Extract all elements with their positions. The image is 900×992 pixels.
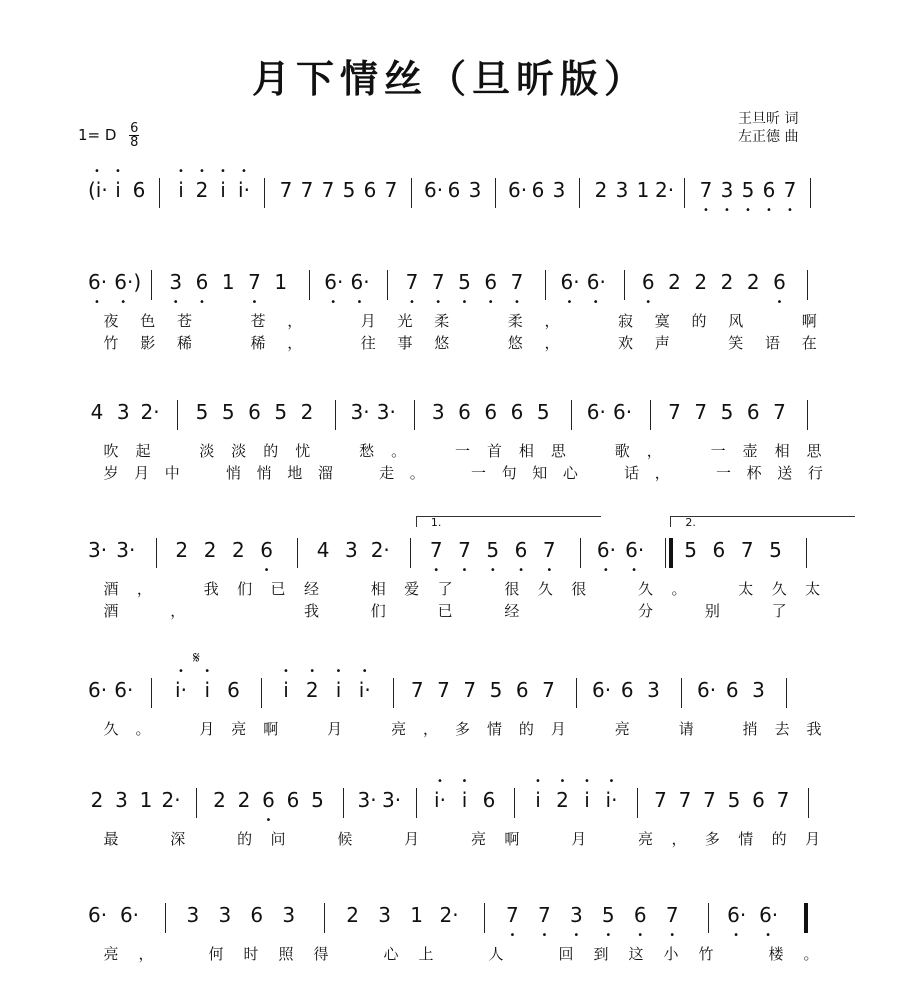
note: 6 bbox=[286, 788, 300, 812]
note: 7 • bbox=[506, 903, 519, 941]
note: 7 • bbox=[458, 538, 471, 576]
barline bbox=[807, 400, 808, 430]
note: 6 bbox=[250, 903, 264, 927]
time-sig-top: 6 bbox=[130, 121, 139, 136]
note: 7 • bbox=[699, 178, 713, 216]
note: 2 bbox=[746, 270, 760, 294]
note: 5 bbox=[274, 400, 288, 424]
note: 6· • bbox=[586, 270, 606, 308]
barline bbox=[571, 400, 572, 430]
note: 2 bbox=[668, 270, 681, 294]
barline bbox=[165, 903, 166, 933]
note: 7 bbox=[654, 788, 667, 812]
note: 5 bbox=[727, 788, 741, 812]
note: 6 bbox=[531, 178, 545, 202]
note: 7 • bbox=[538, 903, 551, 941]
barline bbox=[807, 270, 808, 300]
barline bbox=[708, 903, 709, 933]
note: • i bbox=[214, 178, 232, 202]
note: 2 bbox=[694, 270, 708, 294]
note: 6· bbox=[592, 678, 612, 702]
barline bbox=[416, 788, 417, 818]
note: 6· bbox=[424, 178, 444, 202]
song-title: 月下情丝（旦昕版） bbox=[251, 56, 648, 101]
note: 6 • bbox=[260, 538, 273, 576]
note: 7 bbox=[773, 400, 786, 424]
note: 6 bbox=[746, 400, 760, 424]
note: 4 bbox=[316, 538, 330, 562]
key-label: 1= D bbox=[78, 126, 117, 144]
note: 7 bbox=[740, 538, 754, 562]
note: 3 bbox=[218, 903, 232, 927]
note: 7 bbox=[384, 178, 398, 202]
note: 2 bbox=[213, 788, 226, 812]
note: 6 bbox=[725, 678, 739, 702]
note: 6· • bbox=[759, 903, 779, 941]
time-sig-bottom: 8 bbox=[130, 135, 139, 150]
note: 3 • bbox=[569, 903, 583, 941]
note: • 2 bbox=[554, 788, 572, 812]
notes-line bbox=[88, 262, 828, 308]
score-row: 6· 6· 𝄋 • i· • i 6 • i • 2 • i • i· 7 7 7 5 6 7 6· 6 3 6· 6 3 久 。 月 亮 啊 月 亮 ， 多 情 的 月 亮 请 捎 去 我 bbox=[88, 670, 828, 740]
note: 3 bbox=[282, 903, 296, 927]
note: 5 bbox=[221, 400, 235, 424]
note: 3 bbox=[647, 678, 660, 702]
note: 5 bbox=[684, 538, 697, 562]
note: 6· bbox=[613, 400, 633, 424]
note: 3· bbox=[88, 538, 108, 562]
note: 3 bbox=[615, 178, 629, 202]
barline bbox=[297, 538, 298, 568]
barline bbox=[387, 270, 388, 300]
note: 6 bbox=[752, 788, 765, 812]
lyricist: 王旦昕 词 bbox=[738, 111, 799, 127]
note: 6 bbox=[510, 400, 524, 424]
note: 5 • bbox=[741, 178, 755, 216]
note: 7 • bbox=[405, 270, 419, 308]
note: 3 bbox=[552, 178, 566, 202]
notes-line bbox=[88, 392, 828, 432]
note: 6 bbox=[447, 178, 461, 202]
note: 7 • bbox=[429, 538, 443, 576]
note: 2· bbox=[140, 400, 160, 424]
note: 7 bbox=[300, 178, 314, 202]
barline bbox=[579, 178, 580, 208]
note: 5 bbox=[342, 178, 356, 202]
note: 6· • bbox=[727, 903, 747, 941]
barline bbox=[324, 903, 325, 933]
barline bbox=[665, 538, 666, 568]
note: 1 bbox=[139, 788, 153, 812]
note: 6· bbox=[114, 678, 134, 702]
note: 5 bbox=[536, 400, 550, 424]
note: 7 • bbox=[248, 270, 261, 308]
note: 7 bbox=[776, 788, 790, 812]
note: 5 bbox=[720, 400, 734, 424]
note: 4 bbox=[90, 400, 104, 424]
note: 6 • bbox=[195, 270, 209, 308]
note: 1 bbox=[274, 270, 288, 294]
barline bbox=[637, 788, 638, 818]
segno-icon: 𝄋 bbox=[193, 648, 200, 667]
note: 6· • bbox=[88, 270, 108, 308]
note: 6 bbox=[363, 178, 377, 202]
note: 3 bbox=[115, 788, 128, 812]
note: 2 bbox=[237, 788, 251, 812]
note: 6 bbox=[248, 400, 261, 424]
note: 6· • bbox=[625, 538, 645, 576]
note: 5 • bbox=[458, 270, 471, 308]
note: 2 bbox=[594, 178, 608, 202]
note: 6 • bbox=[773, 270, 786, 308]
note: 2 bbox=[90, 788, 104, 812]
note: • i bbox=[529, 788, 547, 812]
note: 7 bbox=[694, 400, 708, 424]
note: 6·) • bbox=[114, 270, 142, 308]
barline bbox=[335, 400, 336, 430]
barline bbox=[650, 400, 651, 430]
note: 5 bbox=[311, 788, 324, 812]
note: • 2 bbox=[193, 178, 211, 202]
notes-line bbox=[88, 780, 828, 826]
credits bbox=[738, 110, 798, 146]
note: 3 bbox=[378, 903, 391, 927]
barline bbox=[684, 178, 685, 208]
barline bbox=[681, 678, 682, 708]
barline bbox=[309, 270, 310, 300]
barline bbox=[576, 678, 577, 708]
note: 7 • bbox=[510, 270, 524, 308]
note: 6 bbox=[515, 678, 529, 702]
note: 3 bbox=[431, 400, 445, 424]
note: • i bbox=[330, 678, 348, 702]
barline bbox=[151, 270, 152, 300]
note: 2 bbox=[720, 270, 734, 294]
note: 7 bbox=[321, 178, 335, 202]
note: 6 • bbox=[633, 903, 647, 941]
note: 6· bbox=[88, 678, 108, 702]
barline bbox=[177, 400, 178, 430]
note: 6· • bbox=[350, 270, 370, 308]
note: 3· bbox=[350, 400, 370, 424]
note: 7 bbox=[542, 678, 555, 702]
note: 7 bbox=[668, 400, 681, 424]
barline bbox=[545, 270, 546, 300]
note: 5 bbox=[489, 678, 503, 702]
note: 7 • bbox=[431, 270, 445, 308]
note: 6· • bbox=[324, 270, 344, 308]
composer: 左正德 曲 bbox=[738, 129, 799, 145]
barline bbox=[411, 178, 412, 208]
note: 6 bbox=[227, 678, 240, 702]
note: 1 bbox=[636, 178, 650, 202]
note: 6· bbox=[586, 400, 606, 424]
score-row bbox=[88, 170, 828, 240]
note: 3 bbox=[752, 678, 765, 702]
note: 6· bbox=[119, 903, 140, 927]
note: 2· bbox=[655, 178, 675, 202]
note: 6 bbox=[132, 178, 146, 202]
note: 3 bbox=[468, 178, 482, 202]
barline bbox=[808, 788, 809, 818]
note: 5 • bbox=[601, 903, 615, 941]
score-row: 3· 3· 2 2 2 6 • 4 3 2· 1. 7 • 7 • 5 • 6 • 7 • 6· • 6· • 2. 5 6 7 5 酒 ， 我 们 已 经 相 爱 了 很 久 很 久 。 太 久 太 酒 ， 我 们 已 经 分 别 了 bbox=[88, 530, 828, 600]
note: 6 • bbox=[641, 270, 655, 308]
barline bbox=[151, 678, 152, 708]
note: 7 • bbox=[542, 538, 556, 576]
notes-line bbox=[88, 895, 828, 941]
note: • i bbox=[172, 178, 190, 202]
note: 1 bbox=[221, 270, 235, 294]
note: • i· bbox=[431, 788, 449, 812]
score-row: 6· • 6·) • 3 • 6 • 1 7 • 1 6· • 6· • 7 • 7 • 5 • 6 • 7 • 6· • 6· • 6 • 2 2 2 2 6 • 夜 色 苍 苍 ， 月 光 柔 柔 ， 寂 寞 的 风 啊 竹 影 稀 稀 ， 往 事 悠 悠 ， 欢 声 笑 语 在 bbox=[88, 262, 828, 332]
note: 2 bbox=[300, 400, 314, 424]
note: 3 bbox=[186, 903, 200, 927]
note: 6 bbox=[482, 788, 496, 812]
barline bbox=[786, 678, 787, 708]
note: 7 bbox=[678, 788, 692, 812]
note: 3 • bbox=[169, 270, 183, 308]
score-row: 6· 6· 3 3 6 3 2 3 1 2· 7 • 7 • 3 • 5 • 6 • 7 • 6· • 6· • 亮 ， 何 时 照 得 心 上 人 回 到 这 小 竹 楼 。 bbox=[88, 895, 828, 965]
barline bbox=[393, 678, 394, 708]
note: 6 • bbox=[762, 178, 776, 216]
note: 6 • bbox=[484, 270, 498, 308]
note: • 2 bbox=[303, 678, 321, 702]
note: 7 bbox=[279, 178, 293, 202]
barline bbox=[264, 178, 265, 208]
barline bbox=[410, 538, 411, 568]
note: • i bbox=[578, 788, 596, 812]
note: 3· bbox=[357, 788, 377, 812]
note: 3 bbox=[345, 538, 358, 562]
score-row: 2 3 1 2· 2 2 6 • 6 5 3· 3· • i· • i 6 • i • 2 • i • i· 7 7 7 5 6 7 最 深 的 问 候 月 亮 啊 月 亮 ， 多 情 的 月 bbox=[88, 780, 828, 850]
note: 6· bbox=[508, 178, 528, 202]
notes-line bbox=[88, 170, 828, 216]
note: 6· bbox=[697, 678, 717, 702]
note: • i· bbox=[356, 678, 374, 702]
note: 6 bbox=[458, 400, 471, 424]
note: 6 bbox=[620, 678, 634, 702]
note: 6 bbox=[712, 538, 726, 562]
note: 6· • bbox=[560, 270, 580, 308]
score-row: 4 3 2· 5 5 6 5 2 3· 3· 3 6 6 6 5 6· 6· 7 7 5 6 7 吹 起 淡 淡 的 忧 愁 。 一 首 相 思 歌 ， 一 壶 相 思 岁 月 中 悄 悄 地 溜 走 。 一 句 知 心 话 ， 一 杯 送 行 bbox=[88, 392, 828, 462]
final-barline bbox=[804, 903, 808, 933]
note: 6 bbox=[484, 400, 498, 424]
note: 3 • bbox=[720, 178, 734, 216]
note: 6 • bbox=[262, 788, 275, 826]
note: 6· bbox=[88, 903, 108, 927]
key-signature bbox=[78, 122, 139, 149]
note: 1 bbox=[410, 903, 423, 927]
barline bbox=[196, 788, 197, 818]
note: 3· bbox=[382, 788, 402, 812]
note: 7 • bbox=[783, 178, 797, 216]
note: 6· • bbox=[596, 538, 616, 576]
note: 5 bbox=[195, 400, 209, 424]
barline bbox=[414, 400, 415, 430]
note: 2 bbox=[346, 903, 359, 927]
note: 3· bbox=[116, 538, 136, 562]
note: • i· bbox=[235, 178, 253, 202]
note: 2· bbox=[439, 903, 459, 927]
note: • i bbox=[456, 788, 474, 812]
note: 5 • bbox=[486, 538, 500, 576]
barline bbox=[580, 538, 581, 568]
note: 7 bbox=[703, 788, 716, 812]
note: 6 • bbox=[514, 538, 528, 576]
note: 2· bbox=[370, 538, 390, 562]
note: 3 bbox=[116, 400, 130, 424]
note: • i bbox=[198, 678, 216, 702]
note: 7 bbox=[437, 678, 450, 702]
note: • i· bbox=[603, 788, 621, 812]
note: 7 bbox=[463, 678, 477, 702]
volta-bracket: 2. bbox=[670, 516, 855, 527]
note: 7 bbox=[410, 678, 424, 702]
note: 7 • bbox=[665, 903, 679, 941]
barline bbox=[624, 270, 625, 300]
barline bbox=[156, 538, 157, 568]
time-signature bbox=[129, 122, 139, 149]
note: • i bbox=[277, 678, 295, 702]
barline bbox=[261, 678, 262, 708]
barline bbox=[495, 178, 496, 208]
barline bbox=[343, 788, 344, 818]
note: 2 bbox=[231, 538, 245, 562]
barline bbox=[484, 903, 485, 933]
volta-bracket: 1. bbox=[416, 516, 601, 527]
note: 5 bbox=[769, 538, 782, 562]
barline bbox=[514, 788, 515, 818]
note: 2 bbox=[175, 538, 189, 562]
repeat-barline bbox=[669, 538, 673, 568]
note: 2· bbox=[161, 788, 181, 812]
barline bbox=[810, 178, 811, 208]
note: • i bbox=[109, 178, 127, 202]
barline bbox=[159, 178, 160, 208]
note: 3· bbox=[376, 400, 396, 424]
note: • i· bbox=[172, 678, 190, 702]
barline bbox=[806, 538, 807, 568]
note: • (i· bbox=[88, 178, 106, 202]
note: 2 bbox=[203, 538, 217, 562]
